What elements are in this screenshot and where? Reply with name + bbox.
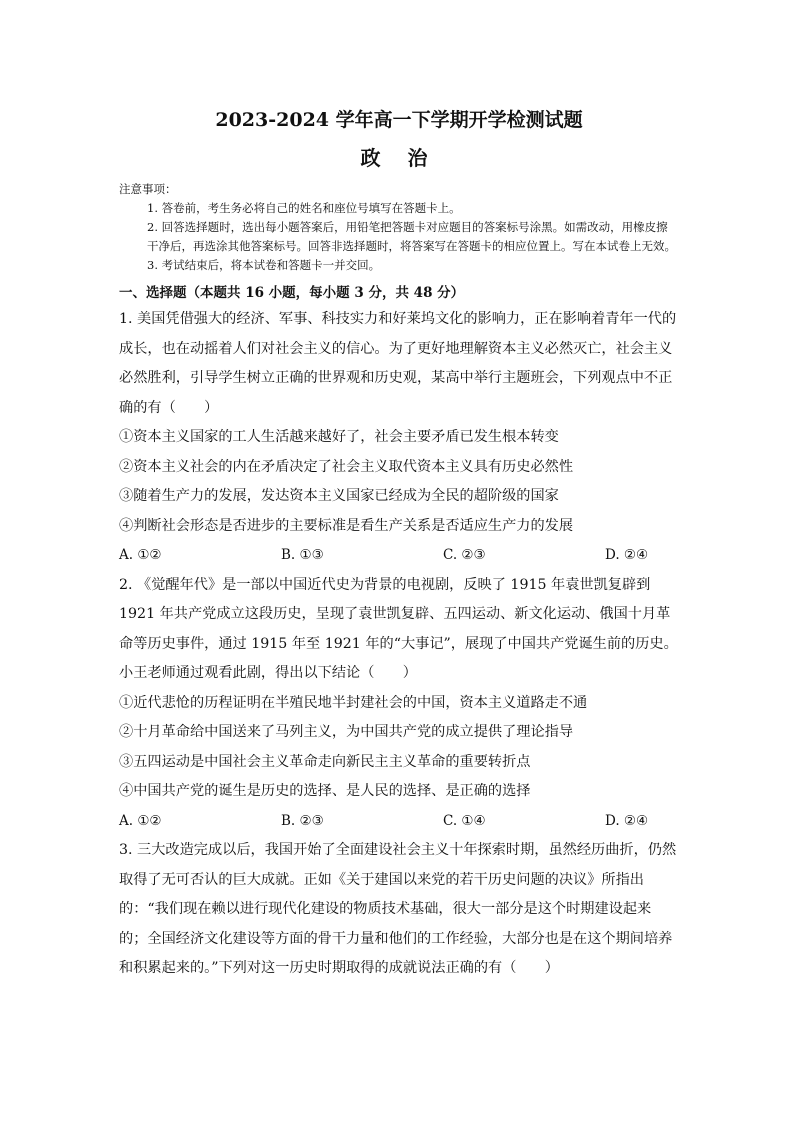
question-stem: 1. 美国凭借强大的经济、军事、科技实力和好莱坞文化的影响力，正在影响着青年一代的成长，也在动摇着人们对社会主义的信心。为了更好地理解资本主义必然灭亡，社会主义必然胜利，引导学生树立正确的世界观和历史观，某高中举行主题班会，下列观点中不正确的有（ ） bbox=[119, 311, 677, 416]
option-d[interactable]: D. ②④ bbox=[605, 547, 649, 563]
option-b[interactable]: B. ①③ bbox=[281, 547, 324, 563]
instructions bbox=[119, 180, 679, 275]
instruction-item: 2. 回答选择题时，选出每小题答案后，用铅笔把答题卡对应题目的答案标号涂黑。如需改动，用橡皮擦干净后，再选涂其他答案标号。回答非选择题时，将答案写在答题卡的相应位置上。写在本试卷上无效。 bbox=[147, 220, 676, 253]
option-a[interactable]: A. ①② bbox=[119, 812, 162, 829]
instruction-item: 1. 答卷前，考生务必将自己的姓名和座位号填写在答题卡上。 bbox=[147, 201, 461, 215]
statement: ②资本主义社会的内在矛盾决定了社会主义取代资本主义具有历史必然性 bbox=[119, 458, 574, 475]
question-3 bbox=[119, 836, 679, 984]
statement: ①近代悲怆的历程证明在半殖民地半封建社会的中国，资本主义道路走不通 bbox=[119, 694, 588, 711]
statement: ④判断社会形态是否进步的主要标准是看生产关系是否适应生产力的发展 bbox=[119, 517, 574, 534]
answer-options bbox=[119, 541, 679, 571]
exam-title: 2023-2024 学年高一下学期开学检测试题 bbox=[215, 109, 583, 131]
question-1 bbox=[119, 305, 679, 571]
instruction-item: 3. 考试结束后，将本试卷和答题卡一并交回。 bbox=[147, 258, 381, 272]
statement: ③随着生产力的发展，发达资本主义国家已经成为全民的超阶级的国家 bbox=[119, 488, 559, 504]
statement: ④中国共产党的诞生是历史的选择、是人民的选择、是正确的选择 bbox=[119, 783, 531, 799]
option-d[interactable]: D. ②④ bbox=[605, 812, 649, 829]
option-a[interactable]: A. ①② bbox=[119, 547, 162, 563]
option-c[interactable]: C. ①④ bbox=[443, 812, 486, 829]
option-b[interactable]: B. ②③ bbox=[281, 812, 324, 829]
option-c[interactable]: C. ②③ bbox=[443, 547, 486, 563]
question-stem: 2. 《觉醒年代》是一部以中国近代史为背景的电视剧，反映了 1915 年袁世凯复辟到 1921 年共产党成立这段历史，呈现了袁世凯复辟、五四运动、新文化运动、俄国十月革命等历史事件，通过 1915 年至 1921 年的“大事记”，展现了中国共产党诞生前的历史。小王老师通过观看此剧，得出以下结论（ ） bbox=[119, 576, 678, 681]
page-content bbox=[119, 100, 679, 984]
question-stem: 3. 三大改造完成以后，我国开始了全面建设社会主义十年探索时期，虽然经历曲折，仍然取得了无可否认的巨大成就。正如《关于建国以来党的若干历史问题的决议》所指出的：“我们现在赖以进行现代化建设的物质技术基础，很大一部分是这个时期建设起来的；全国经济文化建设等方面的骨干力量和他们的工作经验，大部分也是在这个期间培养和积累起来的。”下列对这一历史时期取得的成就说法正确的有（ ） bbox=[119, 842, 677, 976]
statement: ①资本主义国家的工人生活越来越好了，社会主要矛盾已发生根本转变 bbox=[119, 429, 559, 445]
statement: ②十月革命给中国送来了马列主义，为中国共产党的成立提供了理论指导 bbox=[119, 724, 574, 740]
statement: ③五四运动是中国社会主义革命走向新民主主义革命的重要转折点 bbox=[119, 753, 531, 770]
answer-options bbox=[119, 807, 679, 837]
section-heading: 一、选择题（本题共 16 小题，每小题 3 分，共 48 分） bbox=[119, 285, 465, 301]
question-2 bbox=[119, 571, 679, 837]
instructions-heading: 注意事项： bbox=[119, 182, 177, 196]
subject-title: 政 治 bbox=[360, 146, 438, 170]
